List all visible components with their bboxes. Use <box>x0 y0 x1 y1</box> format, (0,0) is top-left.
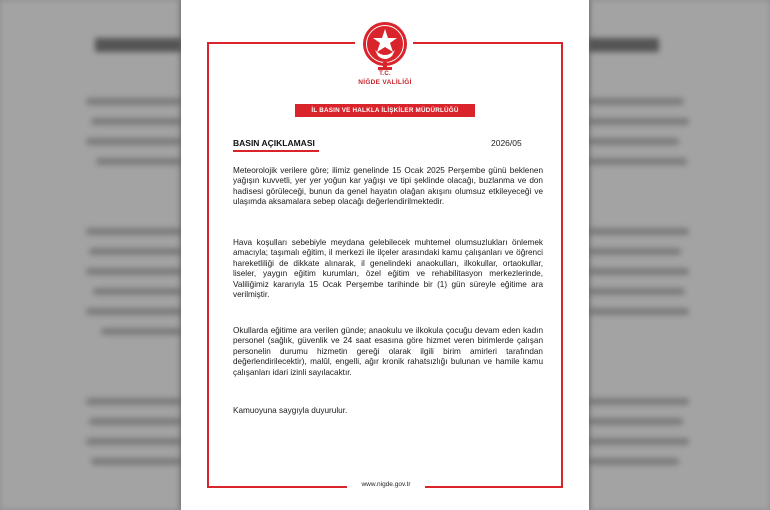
closing-paragraph: Kamuoyuna saygıyla duyurulur. <box>233 406 348 415</box>
country-abbreviation: T.C. <box>379 71 391 77</box>
institution-name: NİĞDE VALİLİĞİ <box>358 79 412 86</box>
press-release-document <box>181 0 589 510</box>
frame-border <box>207 486 347 488</box>
paragraph: Hava koşulları sebebiyle meydana gelebilecek muhtemel olumsuzlukları önlemek amacıyla; taşımalı eğitim, il merkezi ile ilçeler arasındaki kamu çalışanları ve öğrenci hareketliliği de dikkate alınarak, il genelindeki anaokulları, ilkokullar, ortaokullar, liseler, yaygın eğitim kurumları, özel eğitim ve rehabilitasyon merkezlerinde, Valiliğimiz kararıyla 15 Ocak Perşembe tarihinde bir (1) gün süreyle eğitime ara verilmiştir. <box>233 238 543 300</box>
department-banner: İL BASIN VE HALKLA İLİŞKİLER MÜDÜRLÜĞÜ <box>295 104 475 117</box>
footer-website: www.nigde.gov.tr <box>361 481 411 488</box>
document-title: BASIN AÇIKLAMASI <box>233 138 315 148</box>
frame-border <box>561 42 563 488</box>
title-underline <box>233 150 319 152</box>
frame-border <box>207 42 209 488</box>
frame-border <box>207 42 355 44</box>
state-emblem-icon <box>361 20 409 72</box>
blurred-background-right <box>589 0 770 510</box>
document-number: 2026/05 <box>491 138 522 148</box>
frame-border <box>413 42 563 44</box>
paragraph: Okullarda eğitime ara verilen günde; anaokulu ve ilkokula çocuğu devam eden kadın personel (sağlık, güvenlik ve 24 saat esasına göre hizmet veren birimlerde çalışan personelin durumu hizmetin gereği olarak ilgili birim amirleri tarafından değerlendirilecektir), malûl, engelli, ağır kronik rahatsızlığı bulunan ve hamile kamu çalışanları idari izinli sayılacaktır. <box>233 326 543 377</box>
frame-border <box>425 486 563 488</box>
blurred-background-left <box>0 0 181 510</box>
paragraph: Meteorolojik verilere göre; ilimiz genelinde 15 Ocak 2025 Perşembe günü beklenen yağışın kuvvetli, yer yer yoğun kar yağışı ve tipi şeklinde olacağı, buzlanma ve don hadisesi görüleceği, bunun da genel hayatın olağan akışını olumsuz etkileyeceği ve ulaşımda aksamalara sebep olacağı değerlendirilmektedir. <box>233 166 543 207</box>
